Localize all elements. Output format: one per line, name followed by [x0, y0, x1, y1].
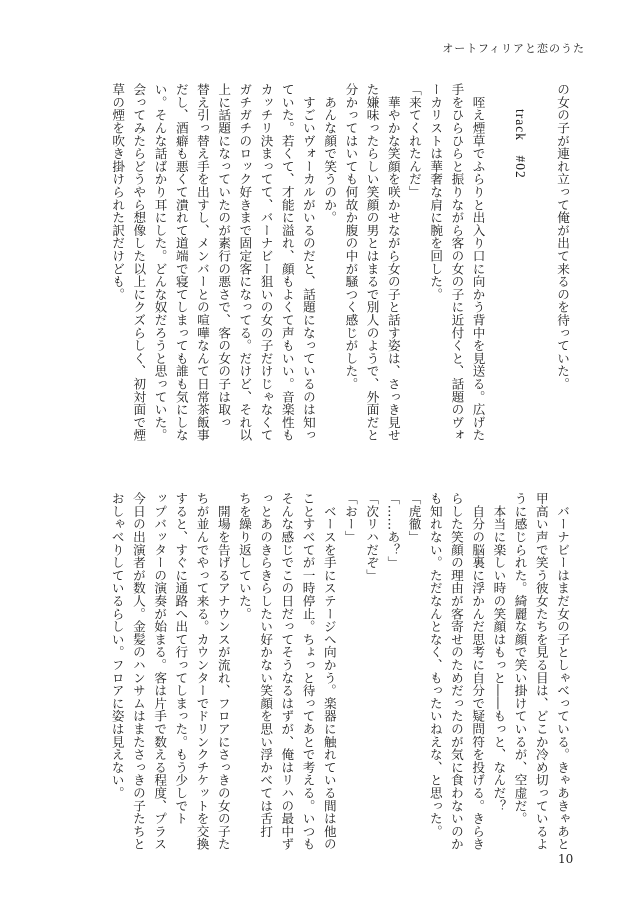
text-line: 本当に楽しい時の笑顔はもっと――もっと、なんだ？ [491, 492, 507, 812]
text-line: 今日の出演者が数人。金髪のハンサムはまたさっきの子たちと [130, 492, 146, 851]
text-line: い。そんな話ばかり耳にした。どんな奴だろうと思っていた。 [152, 83, 168, 442]
text-line: 替え引っ替え手を出すし、メンバーとの喧嘩なんて日常茶飯事 [194, 83, 210, 442]
text-line: 「おー」 [342, 492, 358, 544]
text-line: 甲高い声で笑う彼女たちを見る目は、どこか冷め切っているよ [533, 492, 549, 851]
text-line: も知れない。ただなんとなく、もったいねえな、と思った。 [427, 492, 443, 838]
track-heading: track #02 [512, 109, 528, 179]
text-line: 分かってはいても何故か腹の中が騒つく感じがした。 [343, 83, 359, 391]
text-line: あんな顔で笑うのか。 [322, 83, 338, 224]
text-line: ップバッターの演奏が始まる。客は片手で数える程度、プラス [152, 492, 168, 851]
text-line: た嫌味ったらしい笑顔の男とはまるで別人のようで、外面だと [364, 83, 380, 442]
text-line: らした笑顔の理由が客寄せのためだったのが気に食わないのか [448, 492, 464, 851]
text-line: すると、すぐに通路へ出て行ってしまった。もう少しでト [173, 492, 189, 825]
text-line: 「来てくれたんだ」 [406, 83, 422, 199]
text-line: おしゃべりしているらしい。フロアに姿は見えない。 [109, 492, 125, 800]
text-line: 「次リハだぞ」 [364, 492, 380, 582]
track-heading-gap [531, 83, 552, 453]
text-line: ていた。若くて、才能に溢れ、顔もよくて声もいい。音楽性も [279, 83, 295, 442]
text-line: 上に話題になっていたのが素行の悪さで、客の女の子は取っ [216, 83, 232, 429]
text-line: バーナビーはまだ女の子としゃべっている。きゃあきゃあと [555, 492, 570, 851]
text-line: 「虎徹」 [406, 492, 422, 544]
text-line: だし、酒癖も悪くて潰れて道端で寝てしまっても誰も気にしな [173, 83, 189, 442]
page-number: 10 [558, 852, 574, 866]
text-line: カッチリ決まってて、バーナビー狙いの女の子だけじゃなくて [258, 83, 274, 442]
text-line: ーカリストは華奢な肩に腕を回した。 [428, 83, 444, 301]
text-line: ちを繰り返していた。 [236, 492, 252, 620]
text-line: 自分の脳裏に浮かんだ思考に自分で疑問符を投げる。きらき [470, 492, 486, 851]
text-block-top [107, 83, 573, 453]
text-line: の女の子が連れ立って俺が出て来るのを待っていた。 [555, 83, 570, 391]
text-block-bottom [107, 492, 573, 862]
text-line: そんな感じでこの日だってそうなるはずが、俺はリハの最中ず [279, 492, 295, 851]
text-line: ちが並んでやって来る。カウンターでドリンクチケットを交換 [194, 492, 210, 851]
text-line: 会ってみたらどうやら想像した以上にクズらしく、初対面で煙 [131, 83, 147, 442]
text-line: 草の煙を吹き掛けられた訳だけども。 [110, 83, 126, 301]
text-line: 手をひらひらと振りながら客の女の子に近付くと、話題のヴォ [449, 83, 465, 442]
text-line: 「……あ？」 [385, 492, 401, 569]
running-header: オートフィリアと恋のうた [442, 42, 585, 55]
text-line: ことすべてが一時停止。ちょっと待ってあとで考える。いつも [300, 492, 316, 851]
text-line: ガチガチのロック好きまで固定客になってる。だけど、それ以 [237, 83, 253, 442]
text-line: 咥え煙草でふらりと出入り口に向かう背中を見送る。広げた [470, 83, 486, 442]
track-heading-gap [489, 83, 510, 453]
text-line: 華やかな笑顔を咲かせながら女の子と話す姿は、さっき見せ [385, 83, 401, 442]
text-line: ベースを手にステージへ向かう。楽器に触れている間は他の [321, 492, 337, 851]
text-line: すごいヴォーカルがいるのだと、話題になっているのは知っ [300, 83, 316, 442]
text-line: うに感じられた。綺麗な顔で笑い掛けているが、空虚だ。 [512, 492, 528, 825]
text-line: っとあのきらきらしたい好かない笑顔を思い浮かべては舌打 [258, 492, 274, 838]
text-line: 開場を告げるアナウンスが流れ、フロアにさっきの女の子た [215, 492, 231, 851]
